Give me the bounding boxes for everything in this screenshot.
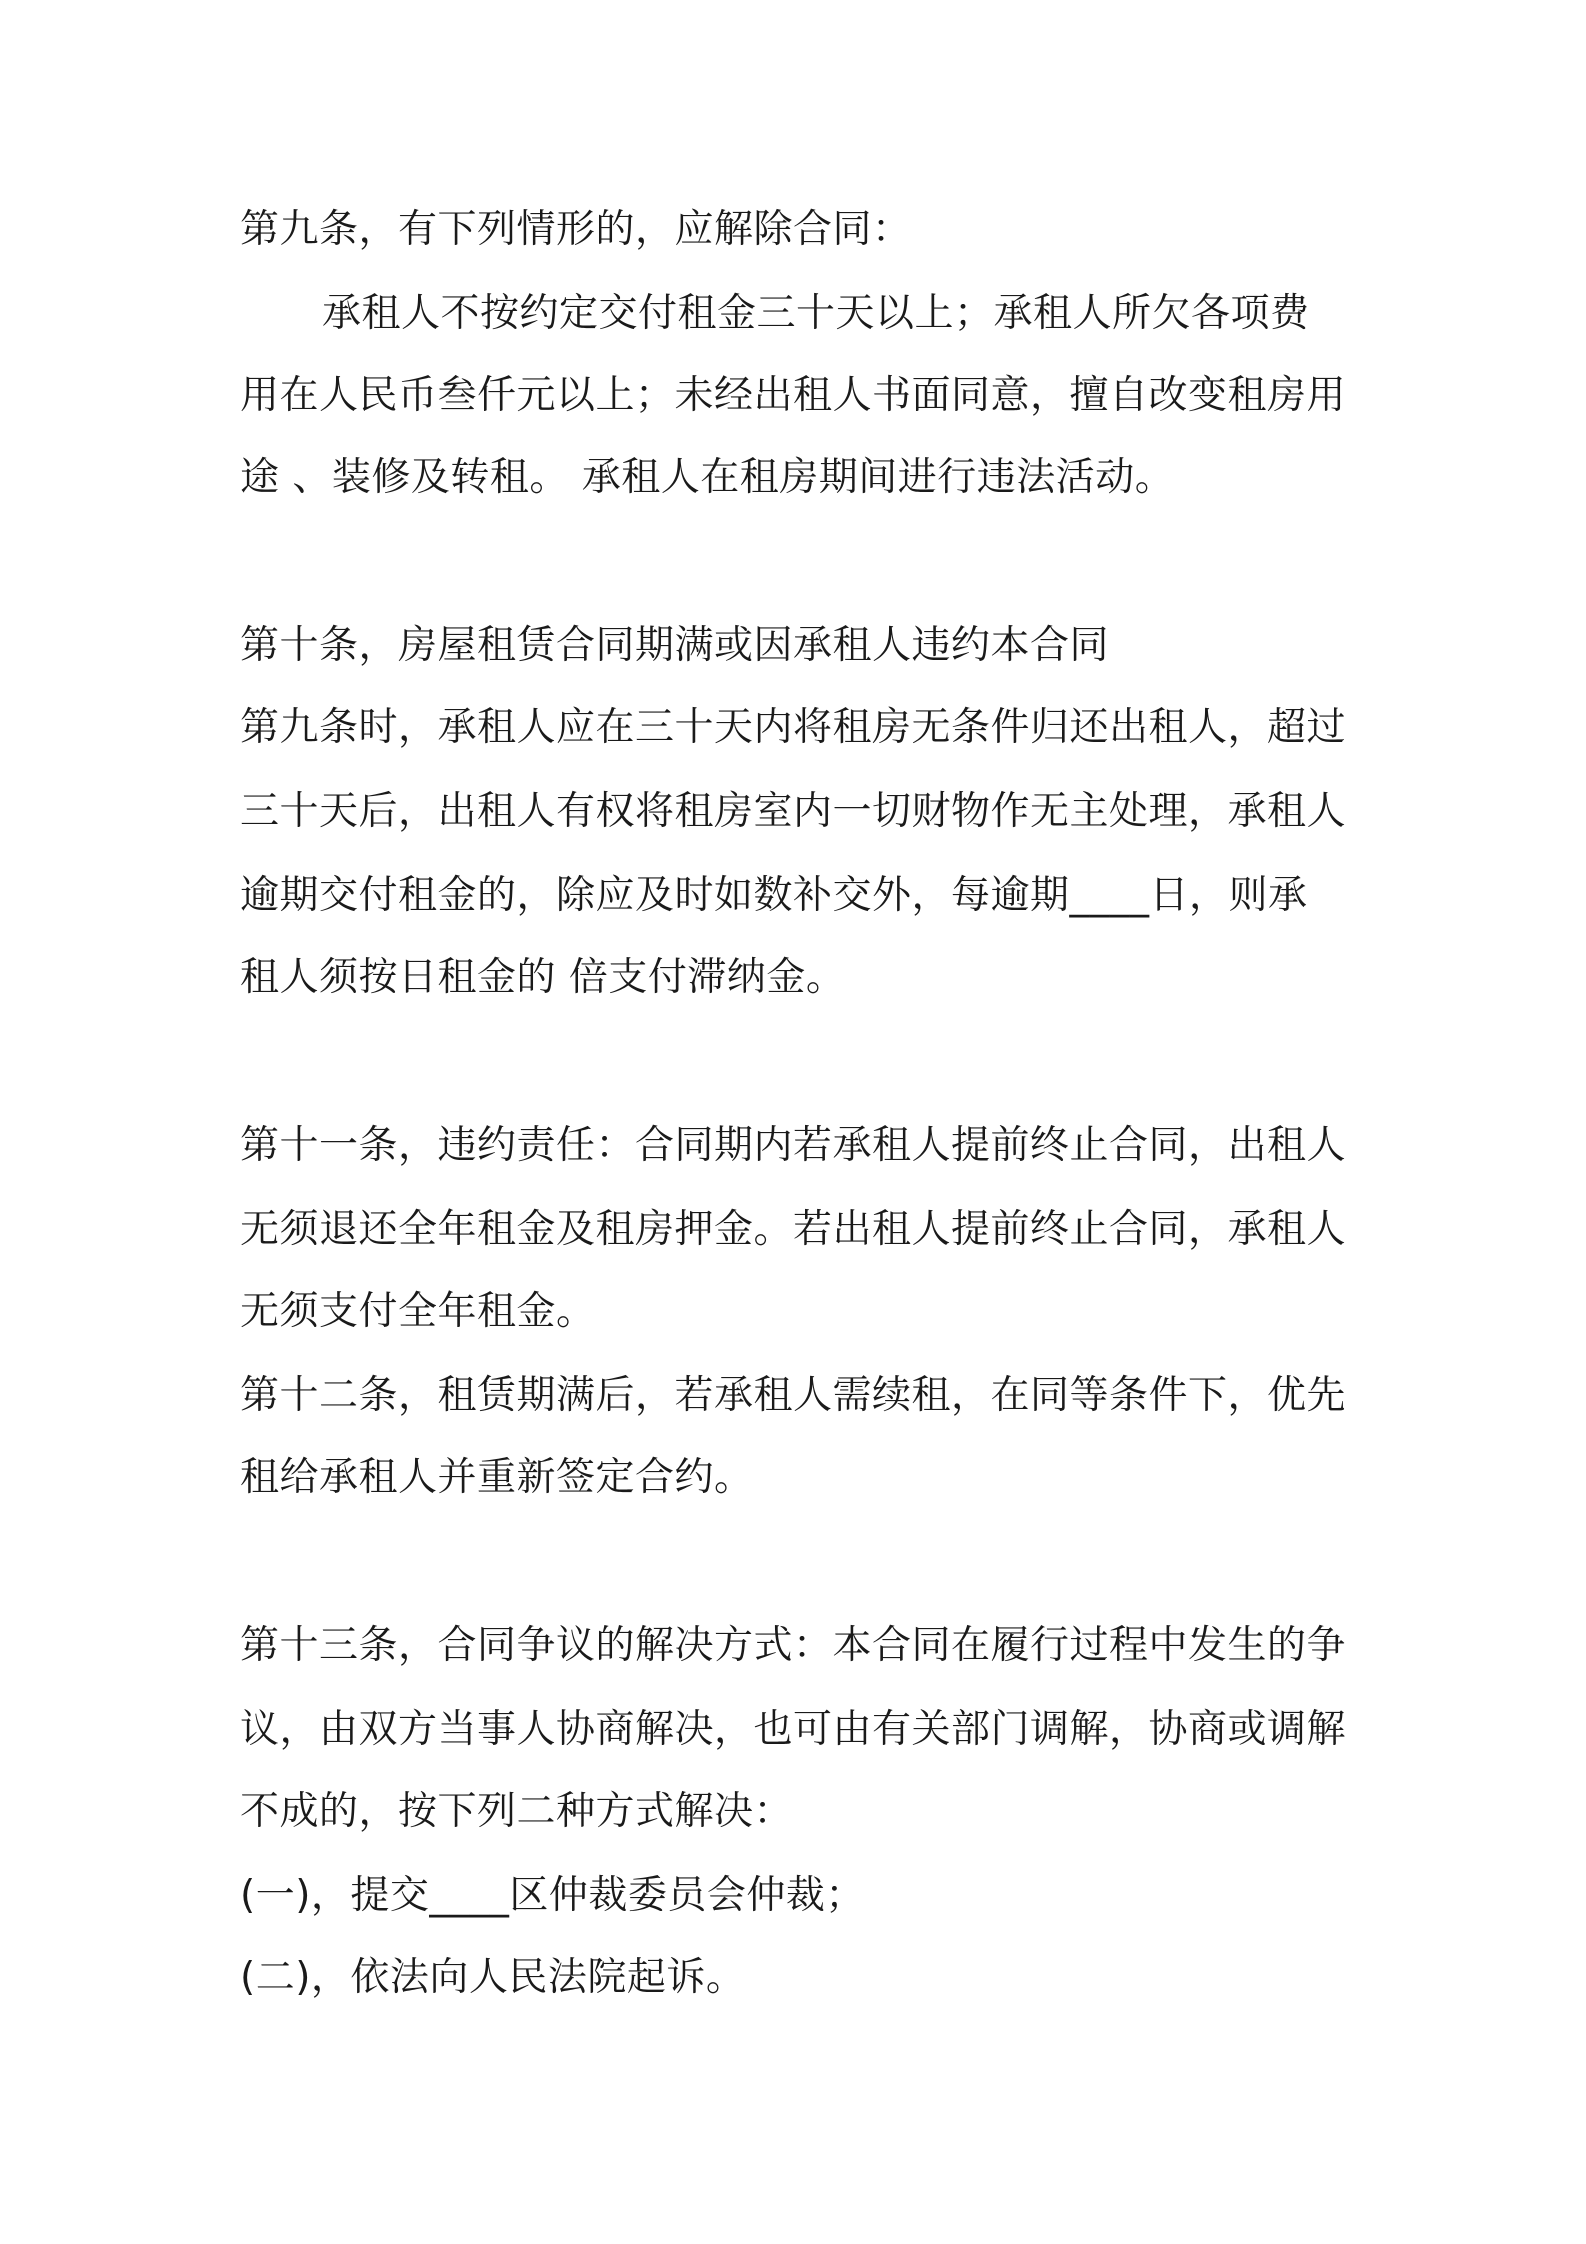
article-11-heading: 第十一条，违约责任：合同期内若承租人提前终止合同，出租人: [240, 1123, 1347, 1168]
article-11-text-line: 无须支付全年租金。: [240, 1289, 596, 1334]
article-9-text-line: 用在人民币叁仟元以上；未经出租人书面同意，擅自改变租房用: [240, 373, 1347, 418]
article-10-text-line: 逾期交付租金的，除应及时如数补交外，每逾期____日，则承: [240, 873, 1308, 918]
article-13-option-1: (一)，提交____区仲裁委员会仲裁；: [240, 1873, 865, 1918]
article-9-text-line: 途 、装修及转租。 承租人在租房期间进行违法活动。: [240, 455, 1175, 500]
article-10-text-line: 三十天后，出租人有权将租房室内一切财物作无主处理，承租人: [240, 789, 1347, 834]
article-9-heading: 第九条，有下列情形的，应解除合同：: [240, 207, 912, 252]
article-12-text-line: 租给承租人并重新签定合约。: [240, 1455, 754, 1500]
article-11-text-line: 无须退还全年租金及租房押金。若出租人提前终止合同，承租人: [240, 1207, 1347, 1252]
article-10-text-line: 租人须按日租金的 倍支付滞纳金。: [240, 955, 846, 1000]
article-10-text-line: 第九条时，承租人应在三十天内将租房无条件归还出租人，超过: [240, 705, 1347, 750]
article-12-heading: 第十二条，租赁期满后，若承租人需续租，在同等条件下，优先: [240, 1373, 1347, 1418]
article-13-option-2: (二)，依法向人民法院起诉。: [240, 1955, 746, 2000]
article-13-text-line: 不成的，按下列二种方式解决：: [240, 1789, 794, 1834]
article-13-heading: 第十三条，合同争议的解决方式：本合同在履行过程中发生的争: [240, 1623, 1347, 1668]
article-10-heading: 第十条，房屋租赁合同期满或因承租人违约本合同: [240, 623, 1110, 668]
article-9-text-line: 承租人不按约定交付租金三十天以上；承租人所欠各项费: [322, 291, 1310, 336]
article-13-text-line: 议，由双方当事人协商解决，也可由有关部门调解，协商或调解: [240, 1707, 1347, 1752]
